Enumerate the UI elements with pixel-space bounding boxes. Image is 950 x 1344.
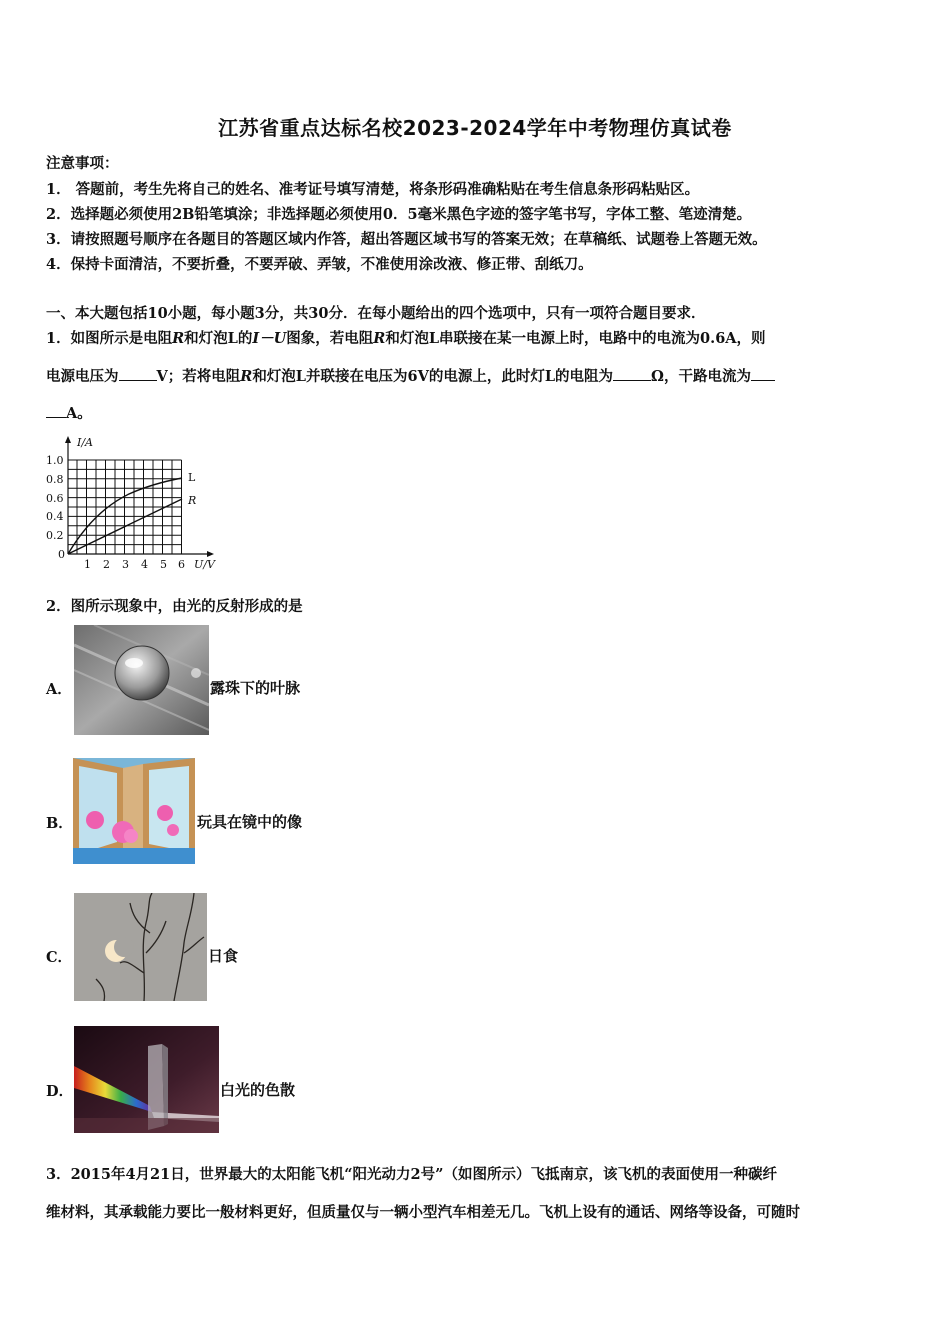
y-tick: 0.4 [46, 510, 64, 523]
x-tick: 1 [84, 558, 91, 571]
y-tick: 0.8 [46, 473, 64, 486]
question-3-line-1: 3．2015年4月21日，世界最大的太阳能飞机“阳光动力2号”（如图所示）飞抵南京，该飞机的表面使用一种碳纤 [46, 1166, 777, 1183]
x-axis-label: U/V [194, 558, 215, 571]
q1-text: 和灯泡L串联接在某一电源上时，电路中的电流为0.6A，则 [385, 330, 766, 347]
notice-item-2: 2．选择题必须使用2B铅笔填涂；非选择题必须使用0．5毫米黑色字迹的签字笔书写，字体工整、笔迹清楚。 [46, 206, 752, 223]
notice-item-1: 1． 答题前，考生先将自己的姓名、准考证号填写清楚，将条形码准确粘贴在考生信息条形码粘贴区。 [46, 181, 700, 198]
curve-r-label: R [188, 494, 197, 507]
toy-mirror-image [73, 758, 195, 864]
curve-l-label: L [188, 471, 196, 484]
q1-text: A。 [66, 405, 92, 422]
notice-item-3: 3．请按照题号顺序在各题目的答题区域内作答，超出答题区域书写的答案无效；在草稿纸、试题卷上答题无效。 [46, 231, 767, 248]
x-tick: 6 [178, 558, 185, 571]
option-b-text[interactable]: 玩具在镜中的像 [197, 813, 303, 831]
origin-label: 0 [58, 548, 65, 561]
answer-blank-voltage[interactable] [119, 366, 157, 381]
answer-blank-resistance[interactable] [613, 366, 651, 381]
option-d-label: D． [46, 1083, 74, 1100]
q1-resistor-symbol: R [172, 330, 185, 347]
x-tick: 2 [103, 558, 110, 571]
q1-resistor-symbol: R [373, 330, 386, 347]
notice-heading: 注意事项： [46, 155, 119, 172]
question-1-line-1 [46, 327, 766, 348]
option-c-label: C． [46, 949, 73, 966]
y-tick: 1.0 [46, 454, 64, 467]
dewdrop-leaf-image [74, 625, 209, 735]
answer-blank-current[interactable] [751, 366, 775, 381]
option-a-label: A． [46, 681, 72, 698]
question-1-line-2 [46, 365, 775, 386]
option-a-text[interactable]: 露珠下的叶脉 [210, 679, 301, 697]
q1-text: 电源电压为 [46, 368, 119, 385]
y-tick: 0.2 [46, 529, 64, 542]
q1-text: 1．如图所示是电阻 [46, 330, 173, 347]
notice-item-4: 4．保持卡面清洁，不要折叠，不要弄破、弄皱，不准使用涂改液、修正带、刮纸刀。 [46, 256, 593, 273]
iu-graph [44, 432, 234, 574]
x-tick: 3 [122, 558, 129, 571]
y-tick: 0.6 [46, 492, 64, 505]
x-tick: 4 [141, 558, 148, 571]
option-d-text[interactable]: 白光的色散 [220, 1081, 296, 1099]
question-3-line-2: 维材料，其承载能力要比一般材料更好，但质量仅与一辆小型汽车相差无几。飞机上设有的通话、网络等设备，可随时 [46, 1204, 800, 1221]
q1-text: Ω，干路电流为 [651, 368, 751, 385]
x-tick: 5 [160, 558, 167, 571]
q1-text: 和灯泡L并联接在电压为6V的电源上，此时灯L的电阻为 [252, 368, 614, 385]
q1-text: 图象，若电阻 [286, 330, 374, 347]
q1-resistor-symbol: R [240, 368, 253, 385]
q1-iu-symbol: I－U [252, 330, 287, 347]
question-1-line-3 [46, 402, 92, 423]
option-b-label: B． [46, 815, 73, 832]
option-c-text[interactable]: 日食 [208, 947, 239, 965]
q1-text: 和灯泡L的 [184, 330, 253, 347]
answer-blank-current-cont[interactable] [46, 403, 66, 418]
section-1-heading: 一、本大题包括10小题，每小题3分，共30分．在每小题给出的四个选项中，只有一项符合题目要求． [46, 305, 706, 322]
prism-dispersion-image [74, 1026, 219, 1133]
page-title: 江苏省重点达标名校2023-2024学年中考物理仿真试卷 [218, 116, 732, 140]
q1-text: V；若将电阻 [156, 368, 241, 385]
solar-eclipse-image [74, 893, 207, 1001]
question-2-stem: 2．图所示现象中，由光的反射形成的是 [46, 598, 303, 615]
y-axis-label: I/A [77, 436, 93, 449]
